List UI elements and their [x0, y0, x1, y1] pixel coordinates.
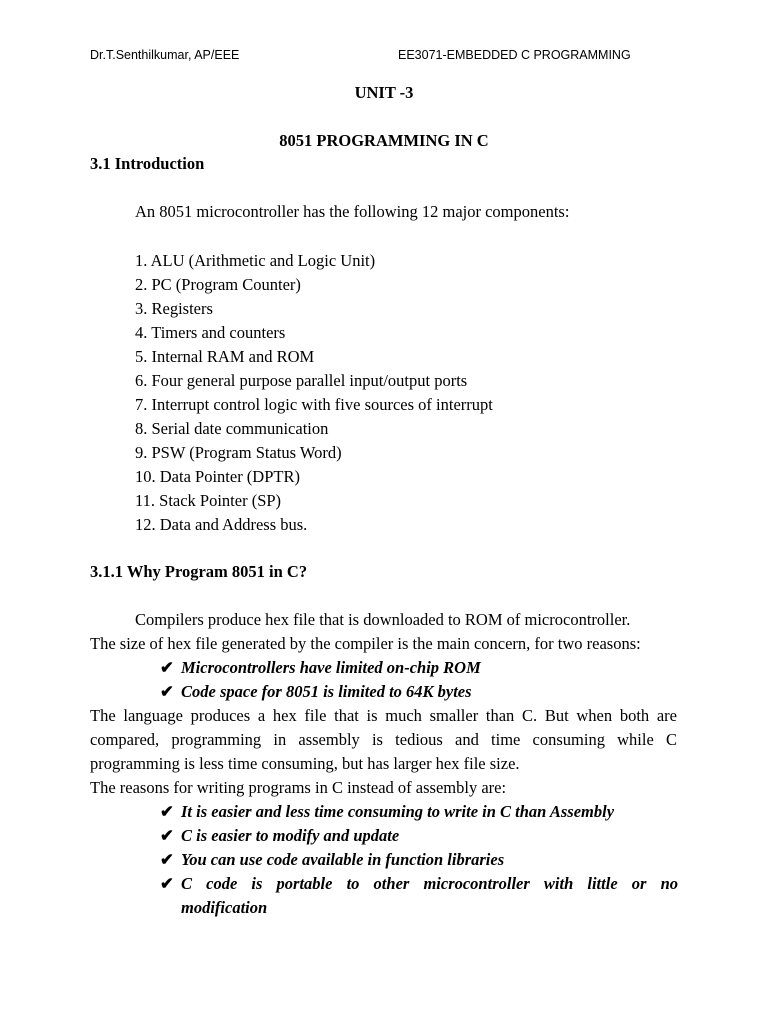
list-item: 8. Serial date communication — [135, 419, 329, 438]
header-author: Dr.T.Senthilkumar, AP/EEE — [90, 48, 240, 62]
header-course: EE3071-EMBEDDED C PROGRAMMING — [398, 48, 631, 62]
check-item — [160, 824, 399, 848]
list-item: 12. Data and Address bus. — [135, 515, 308, 534]
paragraph-line: The size of hex file generated by the compiler is the main concern, for two reasons: — [90, 634, 641, 653]
check-item — [160, 848, 504, 872]
paragraph-line: Compilers produce hex file that is downloaded to ROM of microcontroller. — [135, 610, 631, 629]
list-item: 2. PC (Program Counter) — [135, 275, 301, 294]
check-item-text: modification — [181, 898, 268, 917]
list-item: 10. Data Pointer (DPTR) — [135, 467, 300, 486]
components-list — [135, 249, 493, 537]
section-heading-why-c: 3.1.1 Why Program 8051 in C? — [90, 562, 308, 581]
list-item: 5. Internal RAM and ROM — [135, 347, 315, 366]
check-item-text: Microcontrollers have limited on-chip ROM — [181, 658, 481, 677]
check-item — [160, 800, 614, 824]
unit-title: UNIT -3 — [354, 83, 414, 102]
checkmark-icon: ✔ — [160, 682, 174, 701]
check-item-text: Code space for 8051 is limited to 64K bytes — [181, 682, 472, 701]
list-item: 9. PSW (Program Status Word) — [135, 443, 342, 462]
check-item — [160, 680, 472, 704]
check-item-text: C code is portable to other microcontroller with little or no — [181, 874, 678, 893]
list-item: 4. Timers and counters — [135, 323, 286, 342]
checkmark-icon: ✔ — [160, 826, 174, 845]
paragraph-line: The reasons for writing programs in C instead of assembly are: — [90, 778, 507, 797]
checkmark-icon: ✔ — [160, 658, 174, 677]
paragraph-line: programming is less time consuming, but has larger hex file size. — [90, 754, 520, 773]
list-item: 7. Interrupt control logic with five sources of interrupt — [135, 395, 493, 414]
check-item-text: You can use code available in function libraries — [181, 850, 505, 869]
check-item — [160, 656, 481, 680]
list-item: 1. ALU (Arithmetic and Logic Unit) — [135, 251, 376, 270]
checkmark-icon: ✔ — [160, 874, 174, 893]
list-item: 3. Registers — [135, 299, 213, 318]
section-heading-introduction: 3.1 Introduction — [90, 154, 205, 173]
intro-lead-text: An 8051 microcontroller has the following 12 major components: — [135, 202, 570, 221]
paragraph-line: compared, programming in assembly is tedious and time consuming while C — [90, 730, 677, 749]
check-item-text: It is easier and less time consuming to write in C than Assembly — [181, 802, 615, 821]
check-item-text: C is easier to modify and update — [181, 826, 400, 845]
check-item — [160, 872, 181, 896]
list-item: 6. Four general purpose parallel input/output ports — [135, 371, 468, 390]
list-item: 11. Stack Pointer (SP) — [135, 491, 282, 510]
paragraph-line: The language produces a hex file that is much smaller than C. But when both are — [90, 706, 677, 725]
checkmark-icon: ✔ — [160, 802, 174, 821]
main-title: 8051 PROGRAMMING IN C — [279, 131, 489, 150]
checkmark-icon: ✔ — [160, 850, 174, 869]
